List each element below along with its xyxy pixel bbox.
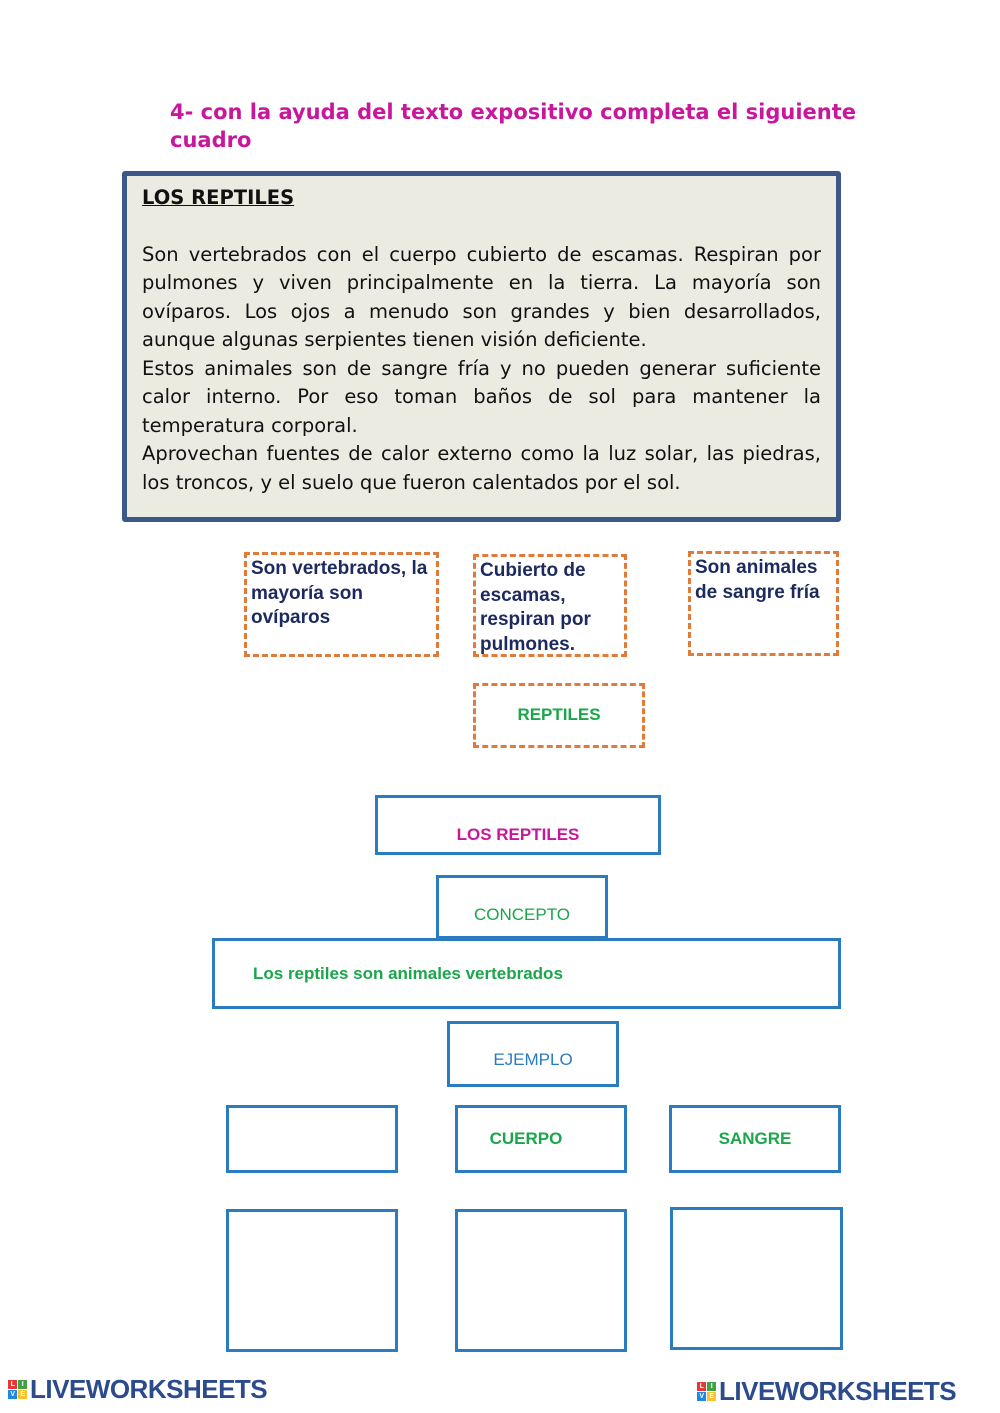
drag-option-sangre-fria[interactable]: Son animales de sangre fría [688, 551, 839, 656]
answer-box-1[interactable] [226, 1209, 398, 1352]
reading-paragraph-3: Aprovechan fuentes de calor externo como la luz solar, las piedras, los troncos, y el suelo que fueron calentados por el sol. [142, 442, 821, 494]
drag-option-vertebrados[interactable]: Son vertebrados, la mayoría son ovíparos [244, 552, 439, 657]
drag-option-escamas[interactable]: Cubierto de escamas, respiran por pulmones. [473, 554, 627, 657]
reading-paragraph-2: Estos animales son de sangre fría y no pueden generar suficiente calor interno. Por eso toman baños de sol para mantener la temperatura corporal. [142, 356, 821, 437]
liveworksheets-logo-icon: L I V E [697, 1382, 716, 1401]
category-box-cuerpo[interactable]: CUERPO [455, 1105, 627, 1173]
instruction-heading: 4- con la ayuda del texto expositivo completa el siguiente cuadro [170, 100, 856, 152]
diagram-title-box[interactable]: LOS REPTILES [375, 795, 661, 855]
concept-label-box[interactable]: CONCEPTO [436, 875, 608, 939]
reading-paragraph-1: Son vertebrados con el cuerpo cubierto de escamas. Respiran por pulmones y viven principalmente en la tierra. La mayoría son ovíparos. Los ojos a menudo son grandes y bien desarrollados, aunque algunas serpientes tienen visión deficiente. [142, 242, 821, 351]
answer-box-3[interactable] [670, 1207, 843, 1350]
concept-answer-box[interactable]: Los reptiles son animales vertebrados [212, 938, 841, 1009]
reading-text-box [122, 171, 841, 522]
liveworksheets-logo-icon: L I V E [8, 1380, 27, 1399]
answer-box-2[interactable] [455, 1209, 627, 1352]
example-label-box[interactable]: EJEMPLO [447, 1021, 619, 1087]
category-box-sangre[interactable]: SANGRE [669, 1105, 841, 1173]
drag-option-reptiles[interactable]: REPTILES [473, 683, 645, 748]
reading-title: LOS REPTILES [142, 186, 295, 209]
brand-name: LIVEWORKSHEETS [719, 1376, 957, 1406]
liveworksheets-logo-left [8, 1374, 267, 1405]
category-box-1[interactable] [226, 1105, 398, 1173]
brand-name: LIVEWORKSHEETS [30, 1374, 268, 1404]
liveworksheets-logo-right [697, 1376, 956, 1407]
